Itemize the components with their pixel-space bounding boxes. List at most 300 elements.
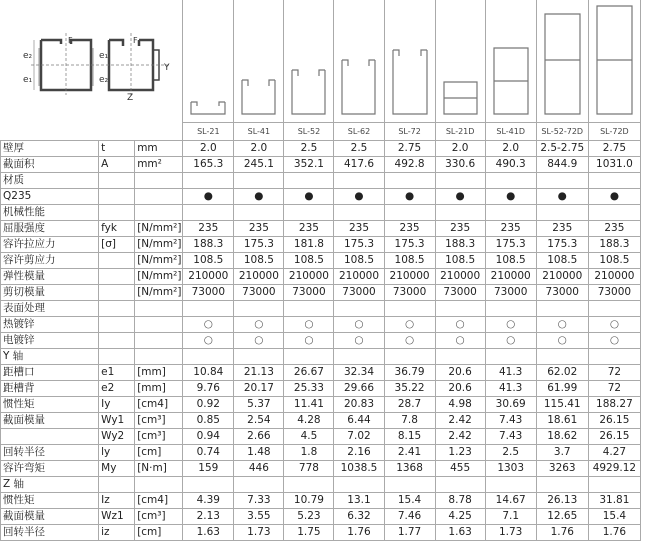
spec-row — [1, 413, 641, 429]
row-value: 778 — [284, 461, 334, 477]
row-label: 电镀锌 — [1, 333, 99, 349]
row-value: 5.37 — [234, 397, 284, 413]
spec-row — [1, 205, 641, 221]
row-value: ● — [284, 189, 334, 205]
row-value: 2.42 — [435, 413, 485, 429]
model-name: SL-21D — [435, 123, 485, 141]
row-unit: [N/mm²] — [135, 253, 183, 269]
profile-sl-21d — [435, 0, 485, 123]
row-value: 181.8 — [284, 237, 334, 253]
row-value: 352.1 — [284, 157, 334, 173]
row-value — [588, 349, 640, 365]
row-value: 0.94 — [183, 429, 234, 445]
spec-row — [1, 381, 641, 397]
row-value — [334, 349, 384, 365]
row-label: Z 轴 — [1, 477, 99, 493]
row-value — [334, 205, 384, 221]
row-label: 壁厚 — [1, 141, 99, 157]
row-value: 235 — [588, 221, 640, 237]
row-value: 235 — [485, 221, 536, 237]
row-value: 10.79 — [284, 493, 334, 509]
row-unit — [135, 205, 183, 221]
row-symbol — [99, 301, 135, 317]
row-value — [384, 349, 435, 365]
row-value: 10.84 — [183, 365, 234, 381]
row-value — [384, 301, 435, 317]
row-symbol — [99, 205, 135, 221]
row-symbol: [σ] — [99, 237, 135, 253]
row-value: 72 — [588, 365, 640, 381]
row-unit — [135, 317, 183, 333]
row-value: 2.41 — [384, 445, 435, 461]
row-unit — [135, 189, 183, 205]
row-value: 7.33 — [234, 493, 284, 509]
row-value — [183, 477, 234, 493]
row-value — [234, 173, 284, 189]
row-label: 容许弯矩 — [1, 461, 99, 477]
row-value: 235 — [334, 221, 384, 237]
label-e1-right: e₁ — [98, 51, 108, 61]
row-value — [588, 477, 640, 493]
row-value: ○ — [183, 333, 234, 349]
model-name: SL-41D — [485, 123, 536, 141]
row-unit: [cm] — [135, 525, 183, 541]
spec-row — [1, 349, 641, 365]
profile-sl-72d — [588, 0, 640, 123]
row-value: 73000 — [334, 285, 384, 301]
row-value — [435, 349, 485, 365]
row-value: 7.43 — [485, 413, 536, 429]
row-value — [284, 173, 334, 189]
row-value — [234, 349, 284, 365]
row-symbol: t — [99, 141, 135, 157]
row-unit: mm — [135, 141, 183, 157]
row-value: 1.23 — [435, 445, 485, 461]
spec-row — [1, 237, 641, 253]
row-value: ○ — [435, 317, 485, 333]
label-y: Y — [163, 63, 169, 73]
row-value: 108.5 — [435, 253, 485, 269]
row-value: 73000 — [384, 285, 435, 301]
row-value: 2.54 — [234, 413, 284, 429]
row-value: ● — [435, 189, 485, 205]
spec-row — [1, 509, 641, 525]
row-value: 73000 — [536, 285, 588, 301]
spec-row — [1, 397, 641, 413]
row-value — [234, 205, 284, 221]
row-value: 210000 — [536, 269, 588, 285]
row-label: 机械性能 — [1, 205, 99, 221]
row-symbol: ly — [99, 445, 135, 461]
spec-row — [1, 253, 641, 269]
row-value: ○ — [384, 317, 435, 333]
row-symbol: fyk — [99, 221, 135, 237]
row-symbol — [99, 269, 135, 285]
row-value: 108.5 — [183, 253, 234, 269]
row-value: 4.27 — [588, 445, 640, 461]
row-label: 惯性矩 — [1, 397, 99, 413]
row-value: 73000 — [234, 285, 284, 301]
row-symbol: Iy — [99, 397, 135, 413]
profile-sl-41d — [485, 0, 536, 123]
row-value: 3.55 — [234, 509, 284, 525]
row-label: 热镀锌 — [1, 317, 99, 333]
row-value: ○ — [384, 333, 435, 349]
row-unit: [cm³] — [135, 509, 183, 525]
row-value: 4.39 — [183, 493, 234, 509]
row-unit: [cm³] — [135, 429, 183, 445]
row-value: 1368 — [384, 461, 435, 477]
row-value: 1.48 — [234, 445, 284, 461]
row-unit — [135, 301, 183, 317]
row-unit — [135, 333, 183, 349]
row-unit: mm² — [135, 157, 183, 173]
row-value: 235 — [384, 221, 435, 237]
row-symbol — [99, 285, 135, 301]
row-value: 4.28 — [284, 413, 334, 429]
spec-row — [1, 173, 641, 189]
spec-row — [1, 317, 641, 333]
row-label: Y 轴 — [1, 349, 99, 365]
row-label: 容许剪应力 — [1, 253, 99, 269]
row-value: 446 — [234, 461, 284, 477]
row-value: 2.13 — [183, 509, 234, 525]
row-value: 0.92 — [183, 397, 234, 413]
row-value: 108.5 — [588, 253, 640, 269]
row-value: 235 — [234, 221, 284, 237]
row-symbol: Wy1 — [99, 413, 135, 429]
row-value: 108.5 — [536, 253, 588, 269]
spec-row — [1, 141, 641, 157]
row-value: 36.79 — [384, 365, 435, 381]
row-value: 2.5 — [485, 445, 536, 461]
row-value: ● — [384, 189, 435, 205]
row-value: 20.83 — [334, 397, 384, 413]
row-value: 11.41 — [284, 397, 334, 413]
row-value: 844.9 — [536, 157, 588, 173]
row-value: 15.4 — [384, 493, 435, 509]
spec-row — [1, 221, 641, 237]
row-value — [334, 477, 384, 493]
row-value: ○ — [183, 317, 234, 333]
row-label: 距槽口 — [1, 365, 99, 381]
row-value: 8.15 — [384, 429, 435, 445]
row-value: 159 — [183, 461, 234, 477]
row-label: 截面模量 — [1, 413, 99, 429]
row-label: 距槽背 — [1, 381, 99, 397]
row-value: ● — [234, 189, 284, 205]
row-value: 2.66 — [234, 429, 284, 445]
row-value: 21.13 — [234, 365, 284, 381]
row-value: 235 — [536, 221, 588, 237]
spec-row — [1, 477, 641, 493]
spec-row — [1, 269, 641, 285]
row-value: 8.78 — [435, 493, 485, 509]
row-value: 210000 — [435, 269, 485, 285]
row-value — [334, 173, 384, 189]
row-label: 表面处理 — [1, 301, 99, 317]
row-value: 2.0 — [234, 141, 284, 157]
row-value: 235 — [284, 221, 334, 237]
row-value: 1.73 — [485, 525, 536, 541]
row-unit: [mm] — [135, 381, 183, 397]
spec-row — [1, 365, 641, 381]
model-row-spacer — [1, 123, 183, 141]
row-value — [536, 173, 588, 189]
row-value — [284, 349, 334, 365]
row-value — [183, 301, 234, 317]
row-unit — [135, 477, 183, 493]
row-value: 20.6 — [435, 381, 485, 397]
model-name: SL-52-72D — [536, 123, 588, 141]
label-e2: e₂ — [22, 51, 32, 61]
row-value: ○ — [234, 333, 284, 349]
row-value: 330.6 — [435, 157, 485, 173]
row-label: 惯性矩 — [1, 493, 99, 509]
row-label: 材质 — [1, 173, 99, 189]
row-value: 1.63 — [183, 525, 234, 541]
row-symbol: e2 — [99, 381, 135, 397]
row-value — [284, 477, 334, 493]
row-value — [183, 349, 234, 365]
model-name: SL-21 — [183, 123, 234, 141]
row-unit: [N/mm²] — [135, 269, 183, 285]
row-value: 210000 — [284, 269, 334, 285]
row-value: 5.23 — [284, 509, 334, 525]
row-symbol — [99, 317, 135, 333]
row-value: 115.41 — [536, 397, 588, 413]
row-symbol: Wz1 — [99, 509, 135, 525]
row-label: 弹性模量 — [1, 269, 99, 285]
row-value: 30.69 — [485, 397, 536, 413]
row-value: 1.76 — [334, 525, 384, 541]
row-value: 108.5 — [234, 253, 284, 269]
row-value: ○ — [536, 333, 588, 349]
row-value: ○ — [334, 333, 384, 349]
row-value: 18.62 — [536, 429, 588, 445]
row-value: 188.27 — [588, 397, 640, 413]
row-value: 108.5 — [334, 253, 384, 269]
row-value: 9.76 — [183, 381, 234, 397]
row-value: 1303 — [485, 461, 536, 477]
row-value: 25.33 — [284, 381, 334, 397]
row-value: ○ — [485, 333, 536, 349]
row-value: ● — [485, 189, 536, 205]
row-value: ○ — [485, 317, 536, 333]
row-value: 2.75 — [384, 141, 435, 157]
row-value: 73000 — [485, 285, 536, 301]
row-value: 35.22 — [384, 381, 435, 397]
row-value — [536, 349, 588, 365]
row-value: 18.61 — [536, 413, 588, 429]
profile-sl-62 — [334, 0, 384, 123]
row-value: 2.5 — [334, 141, 384, 157]
row-value: ○ — [234, 317, 284, 333]
row-label: Q235 — [1, 189, 99, 205]
row-symbol — [99, 189, 135, 205]
row-value — [234, 477, 284, 493]
row-value — [485, 349, 536, 365]
row-symbol: e1 — [99, 365, 135, 381]
row-value — [334, 301, 384, 317]
row-value: 108.5 — [485, 253, 536, 269]
row-symbol — [99, 333, 135, 349]
row-value — [384, 205, 435, 221]
row-label: 剪切模量 — [1, 285, 99, 301]
row-value: ○ — [334, 317, 384, 333]
row-label: 回转半径 — [1, 525, 99, 541]
row-value: 26.13 — [536, 493, 588, 509]
profile-sl-21 — [183, 0, 234, 123]
row-value — [183, 173, 234, 189]
row-value: 20.6 — [435, 365, 485, 381]
row-value: ● — [183, 189, 234, 205]
row-value: 72 — [588, 381, 640, 397]
row-value: 1.76 — [536, 525, 588, 541]
row-value: 73000 — [588, 285, 640, 301]
row-value — [536, 301, 588, 317]
row-value — [588, 301, 640, 317]
row-value: ○ — [284, 317, 334, 333]
row-value: ● — [588, 189, 640, 205]
row-value: 108.5 — [384, 253, 435, 269]
row-value — [536, 477, 588, 493]
spec-row — [1, 445, 641, 461]
row-value — [435, 477, 485, 493]
row-value: 1.63 — [435, 525, 485, 541]
row-value: 2.16 — [334, 445, 384, 461]
row-value: 1038.5 — [334, 461, 384, 477]
row-value: 4.98 — [435, 397, 485, 413]
spec-row — [1, 301, 641, 317]
row-value: 1.75 — [284, 525, 334, 541]
row-value: 7.43 — [485, 429, 536, 445]
row-value: 210000 — [234, 269, 284, 285]
row-value: 7.8 — [384, 413, 435, 429]
row-value: 2.0 — [485, 141, 536, 157]
row-value: 7.46 — [384, 509, 435, 525]
row-value: 3.7 — [536, 445, 588, 461]
row-value: ○ — [435, 333, 485, 349]
row-unit: [N/mm²] — [135, 221, 183, 237]
profile-sl-41 — [234, 0, 284, 123]
row-value: 6.44 — [334, 413, 384, 429]
label-f-right: F — [132, 36, 138, 45]
row-value — [384, 173, 435, 189]
row-symbol — [99, 253, 135, 269]
profile-sl-52 — [284, 0, 334, 123]
row-value: 455 — [435, 461, 485, 477]
row-unit — [135, 173, 183, 189]
row-value: ○ — [536, 317, 588, 333]
row-symbol: A — [99, 157, 135, 173]
row-value: ● — [334, 189, 384, 205]
row-value: 417.6 — [334, 157, 384, 173]
spec-row — [1, 285, 641, 301]
row-value: 1.73 — [234, 525, 284, 541]
label-f: F — [67, 36, 73, 45]
row-value: 245.1 — [234, 157, 284, 173]
row-unit: [cm4] — [135, 397, 183, 413]
row-value — [588, 173, 640, 189]
row-value: 2.42 — [435, 429, 485, 445]
row-value — [384, 477, 435, 493]
row-value — [435, 205, 485, 221]
row-value: 2.0 — [183, 141, 234, 157]
row-value: 20.17 — [234, 381, 284, 397]
model-name: SL-72D — [588, 123, 640, 141]
row-value: 0.85 — [183, 413, 234, 429]
row-symbol: Iz — [99, 493, 135, 509]
row-label: 回转半径 — [1, 445, 99, 461]
profile-sl-52-72d — [536, 0, 588, 123]
row-unit — [135, 349, 183, 365]
spec-row — [1, 525, 641, 541]
profile-drawing-row — [1, 0, 641, 123]
row-value: 28.7 — [384, 397, 435, 413]
row-symbol: Wy2 — [99, 429, 135, 445]
row-value — [485, 301, 536, 317]
row-unit: [cm³] — [135, 413, 183, 429]
row-value: 62.02 — [536, 365, 588, 381]
spec-row — [1, 429, 641, 445]
row-value: 0.74 — [183, 445, 234, 461]
row-value — [485, 477, 536, 493]
row-value: 210000 — [384, 269, 435, 285]
row-value: 61.99 — [536, 381, 588, 397]
row-value: 26.15 — [588, 413, 640, 429]
row-label: 截面模量 — [1, 509, 99, 525]
row-value — [536, 205, 588, 221]
row-symbol: iz — [99, 525, 135, 541]
row-value: ○ — [588, 333, 640, 349]
row-value: 12.65 — [536, 509, 588, 525]
spec-row — [1, 493, 641, 509]
row-symbol — [99, 349, 135, 365]
row-value: 1031.0 — [588, 157, 640, 173]
model-name: SL-72 — [384, 123, 435, 141]
row-value — [183, 205, 234, 221]
profile-sl-72 — [384, 0, 435, 123]
row-value: 4.5 — [284, 429, 334, 445]
row-value — [435, 301, 485, 317]
row-unit: [mm] — [135, 365, 183, 381]
label-z: Z — [126, 93, 133, 100]
row-symbol — [99, 477, 135, 493]
channel-section-diagram — [1, 0, 181, 100]
row-symbol — [99, 173, 135, 189]
row-value: 2.0 — [435, 141, 485, 157]
row-value: 175.3 — [485, 237, 536, 253]
row-value: 2.75 — [588, 141, 640, 157]
row-value: 4929.12 — [588, 461, 640, 477]
row-value: 188.3 — [183, 237, 234, 253]
row-value: 175.3 — [536, 237, 588, 253]
row-value — [485, 173, 536, 189]
row-value: 1.77 — [384, 525, 435, 541]
row-value: 235 — [183, 221, 234, 237]
label-e1: e₁ — [22, 75, 32, 85]
row-value: 210000 — [334, 269, 384, 285]
row-value: 1.8 — [284, 445, 334, 461]
spec-row — [1, 461, 641, 477]
spec-row — [1, 157, 641, 173]
row-value: 73000 — [435, 285, 485, 301]
row-value: 2.5-2.75 — [536, 141, 588, 157]
row-value: 210000 — [183, 269, 234, 285]
row-value: 32.34 — [334, 365, 384, 381]
row-value: ○ — [588, 317, 640, 333]
